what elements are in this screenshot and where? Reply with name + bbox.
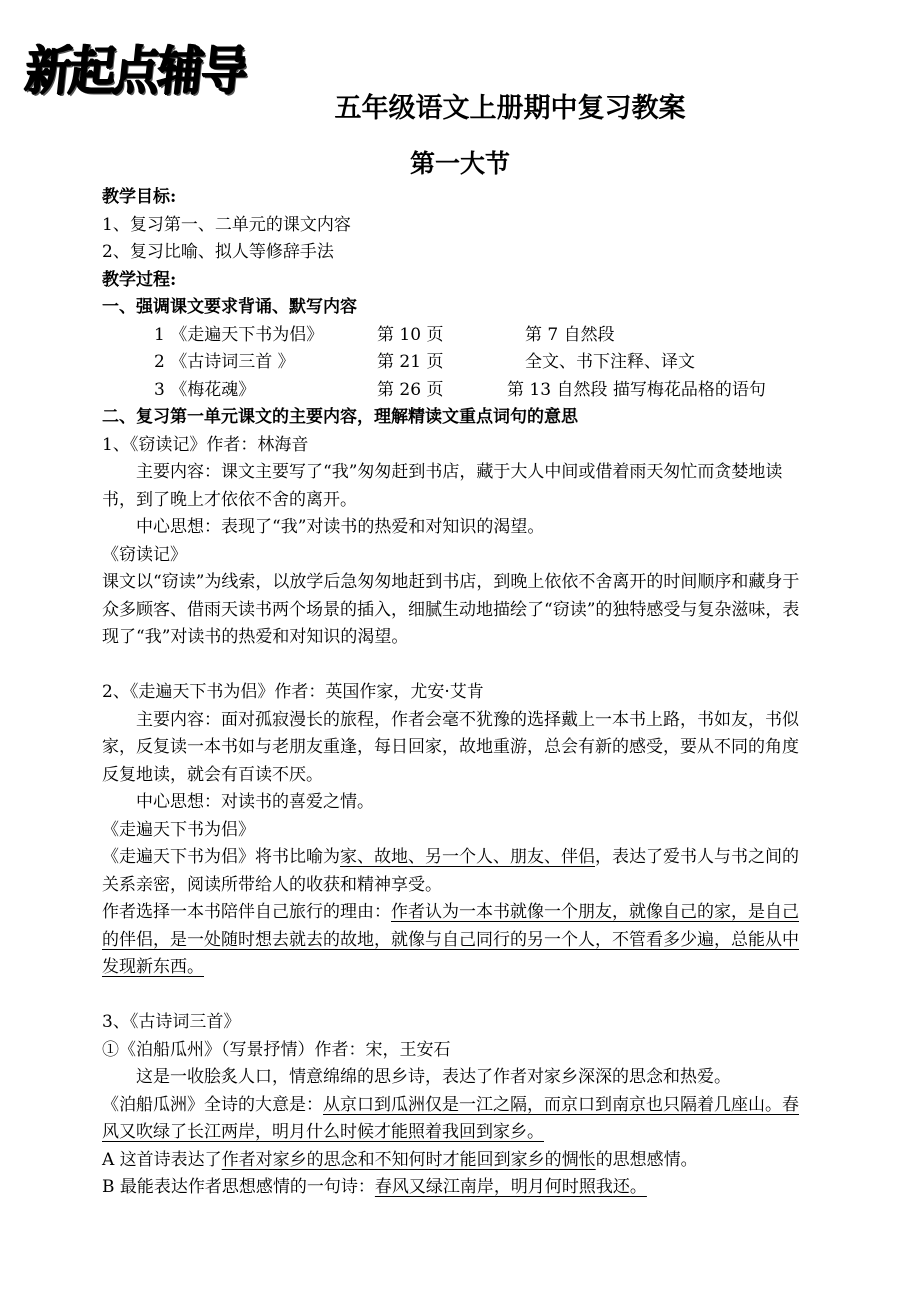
lesson1-name: 《窃读记》 [102, 544, 187, 565]
recite-title: 1 《走遍天下书为侣》 [154, 324, 324, 345]
section1-heading: 一、强调课文要求背诵、默写内容 [102, 297, 357, 317]
section-subtitle: 第一大节 [409, 149, 510, 178]
lesson1-main: 主要内容：课文主要写了“我”匆匆赶到书店，藏于大人中间或借着雨天匆忙而贪婪地读书，到了晚上才依依不舍的离开。 [102, 462, 783, 510]
question-a: A 这首诗表达了作者对家乡的思念和不知何时才能回到家乡的惆怅的思想感情。 [102, 1149, 698, 1170]
recite-page: 第 26 页 [377, 379, 444, 400]
poem-title: ①《泊船瓜州》（写景抒情）作者：宋，王安石 [102, 1039, 451, 1060]
recite-note: 第 7 自然段 [525, 324, 615, 345]
poem-intro: 这是一收脍炙人口，情意绵绵的思乡诗，表达了作者对家乡深深的思念和热爱。 [136, 1067, 731, 1087]
lesson2-main: 主要内容：面对孤寂漫长的旅程，作者会毫不犹豫的选择戴上一本书上路，书如友，书似家，反复读一本书如与老朋友重逢，每日回家，故地重游，总会有新的感受，要从不同的角度反复地读，就会有百读不厌。 [102, 709, 799, 785]
goals-heading: 教学目标: [102, 187, 177, 207]
document-body [102, 184, 814, 1202]
recite-row [102, 349, 814, 377]
recite-page: 第 21 页 [377, 352, 444, 372]
lesson2-name: 《走遍天下书为侣》 [102, 819, 255, 840]
lesson2-reason: 作者选择一本书陪伴自己旅行的理由：作者认为一本书就像一个朋友，就像自己的家，是自己的伴侣，是一处随时想去就去的故地，就像与自己同行的另一个人，不管看多少遍，总能从中发现新东西。 [102, 902, 799, 977]
lesson2-center: 中心思想：对读书的喜爱之情。 [136, 792, 374, 812]
lesson3-title: 3、《古诗词三首》 [102, 1012, 241, 1032]
recite-note: 全文、书下注释、译文 [525, 352, 695, 372]
recite-title: 3 《梅花魂》 [154, 379, 256, 400]
goal-item: 1、复习第一、二单元的课文内容 [102, 214, 351, 235]
lesson2-title: 2、《走遍天下书为侣》作者：英国作家，尤安·艾肯 [102, 682, 484, 702]
section2-heading: 二、复习第一单元课文的主要内容，理解精读文重点词句的意思 [102, 407, 578, 427]
poem-meaning: 《泊船瓜洲》全诗的大意是：从京口到瓜洲仅是一江之隔，而京口到南京也只隔着几座山。春风又吹绿了长江两岸，明月什么时候才能照着我回到家乡。 [102, 1094, 799, 1142]
recite-row [102, 377, 814, 405]
recite-note: 第 13 自然段 描写梅花品格的语句 [507, 379, 766, 400]
question-b: B 最能表达作者思想感情的一句诗：春风又绿江南岸，明月何时照我还。 [102, 1177, 647, 1197]
recite-title: 2 《古诗词三首 》 [154, 352, 295, 372]
goal-item: 2、复习比喻、拟人等修辞手法 [102, 242, 334, 262]
recite-row [102, 322, 814, 350]
lesson1-center: 中心思想：表现了“我”对读书的热爱和对知识的渴望。 [136, 517, 545, 537]
page-title: 五年级语文上册期中复习教案 [334, 93, 686, 124]
lesson1-paragraph: 课文以“窃读”为线索，以放学后急匆匆地赶到书店，到晚上依依不舍离开的时间顺序和藏身于众多顾客、借雨天读书两个场景的插入，细腻生动地描绘了“窃读”的独特感受与复杂滋味，表现了“我”对读书的热爱和对知识的渴望。 [102, 572, 800, 647]
brand-logo: 新起点辅导 [22, 39, 249, 102]
lesson2-metaphor: 《走遍天下书为侣》将书比喻为家、故地、另一个人、朋友、伴侣，表达了爱书人与书之间的关系亲密，阅读所带给人的收获和精神享受。 [102, 847, 799, 895]
lesson1-title: 1、《窃读记》作者：林海音 [102, 434, 309, 455]
recite-page: 第 10 页 [377, 324, 444, 345]
process-heading: 教学过程: [102, 269, 177, 290]
